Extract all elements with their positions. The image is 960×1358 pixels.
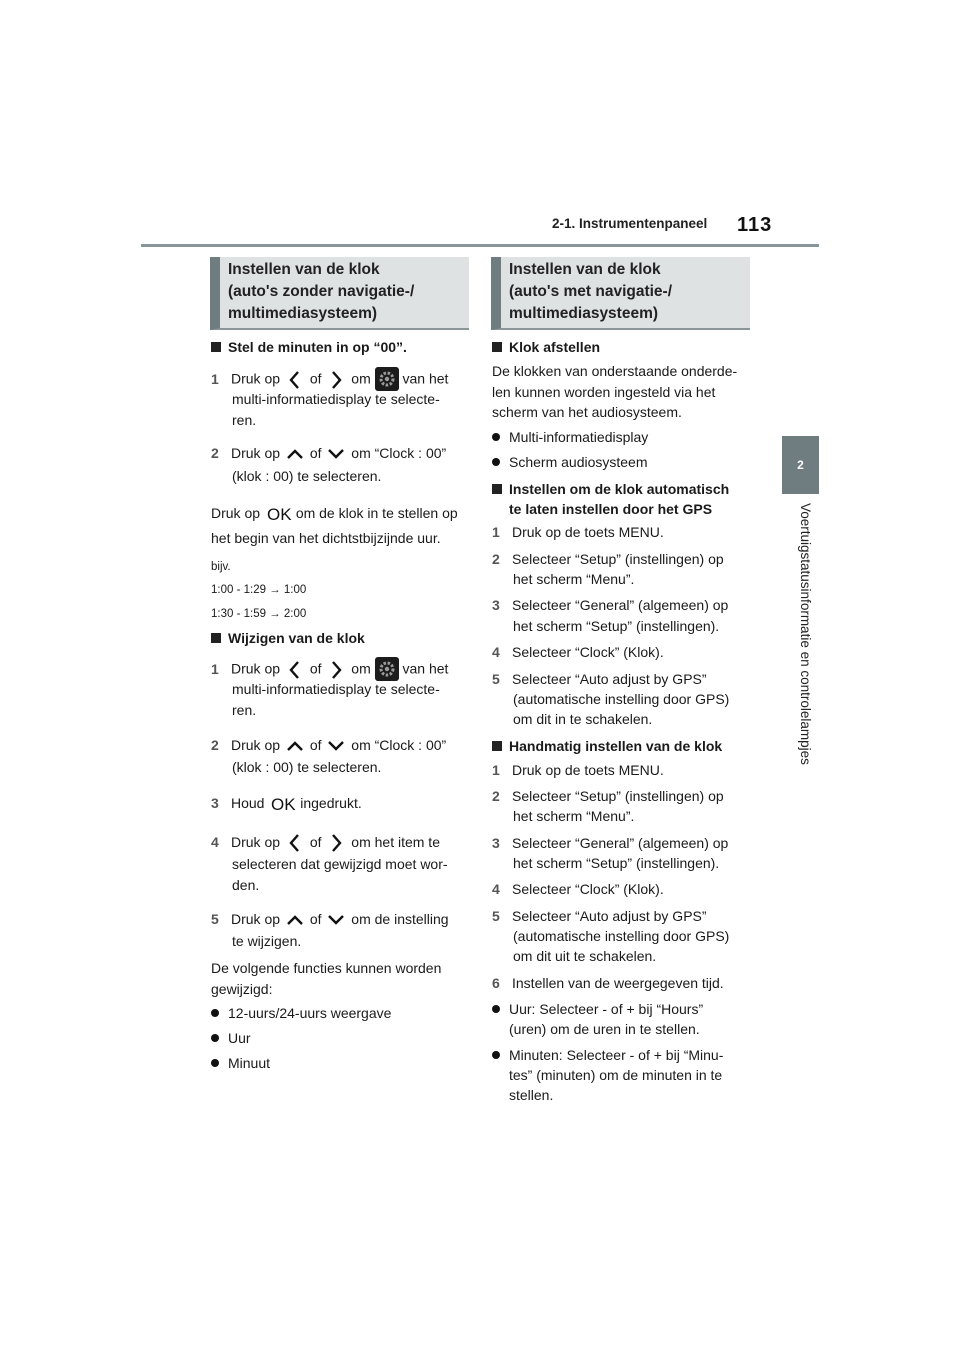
- step-text: multi-informatiedisplay te selecte-: [232, 391, 440, 407]
- subheading: te laten instellen door het GPS: [509, 501, 713, 517]
- paragraph: len kunnen worden ingesteld via het: [492, 384, 716, 400]
- bullet-item: Scherm audiosysteem: [492, 452, 648, 473]
- chevron-down-icon: [325, 446, 347, 462]
- chevron-left-icon: [284, 832, 306, 854]
- step-text: (automatische instelling door GPS): [513, 691, 730, 707]
- bullet-text: stellen.: [509, 1087, 554, 1103]
- bullet-text: (uren) om de uren in te stellen.: [509, 1021, 700, 1037]
- bullet-text: tes” (minuten) om de minuten in te: [509, 1067, 723, 1083]
- example-line: 1:30 - 1:59 → 2:00: [211, 608, 307, 620]
- bullet-item: 12-uurs/24-uurs weergave: [211, 1003, 391, 1024]
- ok-icon: [264, 506, 292, 522]
- step-2: 2 Selecteer “Setup” (instellingen) op: [492, 551, 724, 567]
- step-2: 2 Druk op of om “Clock : 00”: [211, 737, 447, 753]
- subheading: Handmatig instellen van de klok: [492, 736, 722, 757]
- section-box-left: [210, 257, 469, 330]
- step-5: 5 Druk op of om de instelling: [211, 911, 449, 927]
- chapter-number: 2: [797, 458, 804, 472]
- step-2: 2 Selecteer “Setup” (instellingen) op: [492, 788, 724, 804]
- box-title-line: Instellen van de klok: [228, 261, 380, 278]
- step-1: 1 Druk op de toets MENU.: [492, 524, 664, 540]
- step-5: 5 Selecteer “Auto adjust by GPS”: [492, 908, 707, 924]
- ok-icon: [268, 796, 296, 812]
- chevron-right-icon: [325, 659, 347, 681]
- step-text: het scherm “Setup” (instellingen).: [513, 618, 720, 634]
- paragraph: scherm van het audiosysteem.: [492, 404, 682, 420]
- subheading: Stel de minuten in op “00”.: [211, 337, 407, 358]
- box-title-line: Instellen van de klok: [509, 261, 661, 278]
- step-2: 2 Druk op of om “Clock : 00”: [211, 445, 447, 461]
- paragraph: Druk op OK om de klok in te stellen op: [211, 505, 458, 523]
- step-3: 3 Selecteer “General” (algemeen) op: [492, 835, 729, 851]
- step-1: 1 Druk op de toets MENU.: [492, 762, 664, 778]
- example-line: 1:00 - 1:29 → 1:00: [211, 584, 307, 596]
- step-text: ren.: [232, 702, 257, 718]
- subheading: Instellen om de klok automatisch: [492, 479, 729, 500]
- bullet-item: Multi-informatiedisplay: [492, 427, 648, 448]
- step-1: 1 Druk op of om van het: [211, 368, 448, 392]
- step-text: te wijzigen.: [232, 933, 302, 949]
- box-title-line: (auto's met navigatie-/: [509, 283, 673, 300]
- paragraph: De volgende functies kunnen worden: [211, 960, 442, 976]
- step-3: 3 Houd OK ingedrukt.: [211, 795, 362, 813]
- step-text: het scherm “Setup” (instellingen).: [513, 855, 720, 871]
- step-text: ren.: [232, 412, 257, 428]
- gear-icon: [375, 657, 399, 681]
- svg-text:OK: OK: [271, 796, 296, 813]
- step-text: (klok : 00) te selecteren.: [232, 759, 382, 775]
- box-title-line: multimediasysteem): [228, 305, 378, 322]
- step-text: om dit in te schakelen.: [513, 711, 653, 727]
- chevron-left-icon: [284, 369, 306, 391]
- chevron-right-icon: [325, 832, 347, 854]
- page-number: 113: [737, 214, 773, 236]
- paragraph: De klokken van onderstaande onderde-: [492, 363, 738, 379]
- box-title-line: (auto's zonder navigatie-/: [228, 283, 415, 300]
- step-3: 3 Selecteer “General” (algemeen) op: [492, 597, 729, 613]
- paragraph: het begin van het dichtstbijzijnde uur.: [211, 530, 441, 546]
- step-6: 6 Instellen van de weergegeven tijd.: [492, 975, 724, 991]
- gear-icon: [375, 367, 399, 391]
- bullet-item: Minuten: Selecteer - of + bij “Minu-: [492, 1045, 723, 1066]
- bullet-item: Uur: Selecteer - of + bij “Hours”: [492, 999, 703, 1020]
- section-box-right: [491, 257, 750, 330]
- chevron-down-icon: [325, 738, 347, 754]
- paragraph: gewijzigd:: [211, 981, 273, 997]
- subheading: Klok afstellen: [492, 337, 600, 358]
- step-text: (automatische instelling door GPS): [513, 928, 730, 944]
- step-4: 4 Druk op of om het item te: [211, 832, 440, 854]
- chapter-title: Voertuigstatusinformatie en controlelampjes: [798, 503, 813, 765]
- bullet-item: Minuut: [211, 1053, 270, 1074]
- chevron-right-icon: [325, 369, 347, 391]
- svg-text:OK: OK: [266, 506, 292, 523]
- step-4: 4 Selecteer “Clock” (Klok).: [492, 881, 664, 897]
- step-5: 5 Selecteer “Auto adjust by GPS”: [492, 671, 707, 687]
- chevron-left-icon: [284, 659, 306, 681]
- subheading: Wijzigen van de klok: [211, 628, 365, 649]
- step-text: selecteren dat gewijzigd moet wor-: [232, 856, 448, 872]
- section-title: 2-1. Instrumentenpaneel: [552, 216, 708, 231]
- step-text: om dit uit te schakelen.: [513, 948, 657, 964]
- step-4: 4 Selecteer “Clock” (Klok).: [492, 644, 664, 660]
- bullet-item: Uur: [211, 1028, 251, 1049]
- step-text: (klok : 00) te selecteren.: [232, 468, 382, 484]
- chevron-up-icon: [284, 912, 306, 928]
- step-text: het scherm “Menu”.: [513, 808, 635, 824]
- box-title-line: multimediasysteem): [509, 305, 659, 322]
- example-label: bijv.: [211, 561, 231, 573]
- step-text: den.: [232, 877, 260, 893]
- step-text: het scherm “Menu”.: [513, 571, 635, 587]
- chevron-up-icon: [284, 738, 306, 754]
- step-1: 1 Druk op of om van het: [211, 658, 448, 682]
- chevron-down-icon: [325, 912, 347, 928]
- step-text: multi-informatiedisplay te selecte-: [232, 681, 440, 697]
- chevron-up-icon: [284, 446, 306, 462]
- header-rule: [141, 244, 819, 247]
